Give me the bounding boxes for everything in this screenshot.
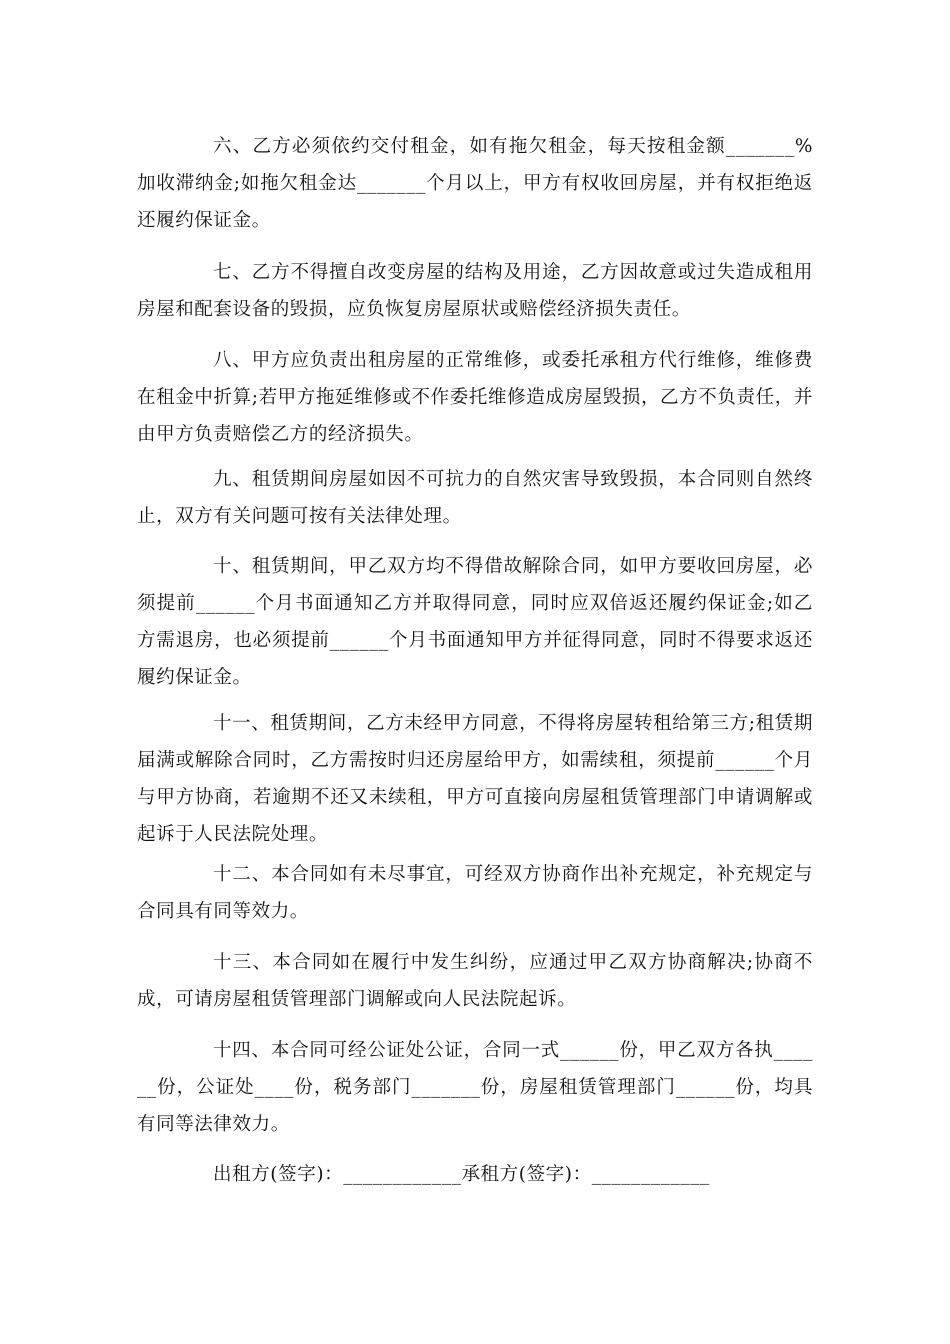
- clause-11: 十一、租赁期间，乙方未经甲方同意，不得将房屋转租给第三方;租赁期届满或解除合同时，乙方需按时归还房屋给甲方，如需续租，须提前______个月与甲方协商，若逾期不还又未续租，甲方可直接向房屋租赁管理部门申请调解或起诉于人民法院处理。: [137, 713, 813, 845]
- clause-9: 九、租赁期间房屋如因不可抗力的自然灾害导致毁损，本合同则自然终止，双方有关问题可按有关法律处理。: [137, 469, 813, 527]
- lessee-signature-blank: ____________: [591, 1164, 710, 1185]
- clause-14: 十四、本合同可经公证处公证，合同一式______份，甲乙双方各执______份，公证处____份，税务部门_______份，房屋租赁管理部门______份，均具有同等法律效力。: [137, 1040, 813, 1135]
- lessee-signature-label: 承租方(签字)：: [461, 1164, 592, 1185]
- clause-7: 七、乙方不得擅自改变房屋的结构及用途，乙方因故意或过失造成租用房屋和配套设备的毁损，应负恢复房屋原状或赔偿经济损失责任。: [137, 262, 813, 320]
- signature-line: [213, 1156, 710, 1193]
- clause-6: 六、乙方必须依约交付租金，如有拖欠租金，每天按租金额_______%加收滞纳金;如拖欠租金达_______个月以上，甲方有权收回房屋，并有权拒绝返还履约保证金。: [137, 136, 813, 231]
- clause-8: 八、甲方应负责出租房屋的正常维修，或委托承租方代行维修，维修费在租金中折算;若甲方拖延维修或不作委托维修造成房屋毁损，乙方不负责任，并由甲方负责赔偿乙方的经济损失。: [137, 350, 813, 445]
- clause-12: 十二、本合同如有未尽事宜，可经双方协商作出补充规定，补充规定与合同具有同等效力。: [137, 864, 813, 922]
- lessor-signature-blank: ____________: [343, 1164, 462, 1185]
- clause-10: 十、租赁期间，甲乙双方均不得借故解除合同，如甲方要收回房屋，必须提前______个月书面通知乙方并取得同意，同时应双倍返还履约保证金;如乙方需退房，也必须提前______个月书面通知甲方并征得同意，同时不得要求返还履约保证金。: [137, 556, 813, 688]
- lessor-signature-label: 出租方(签字)：: [213, 1164, 344, 1185]
- clause-13: 十三、本合同如在履行中发生纠纷，应通过甲乙双方协商解决;协商不成，可请房屋租赁管理部门调解或向人民法院起诉。: [137, 952, 813, 1010]
